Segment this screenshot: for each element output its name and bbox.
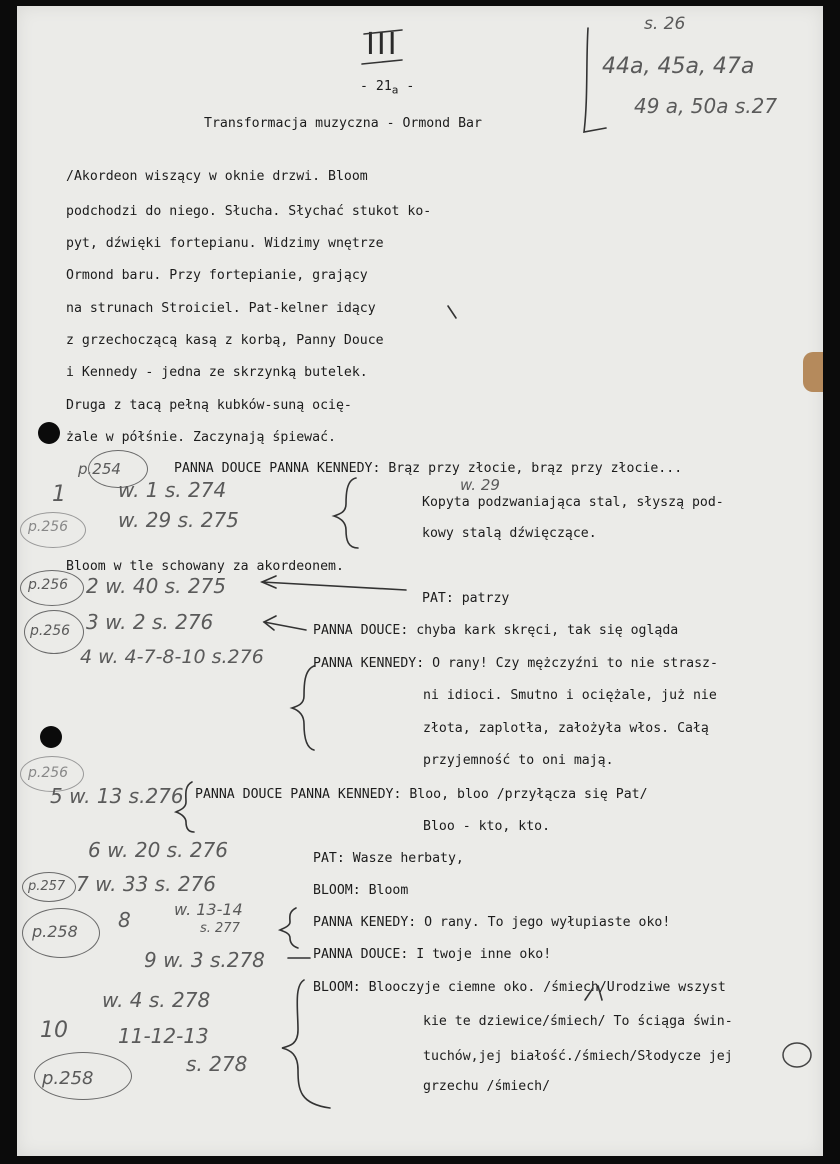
margin-note-page: p.256 xyxy=(28,765,69,781)
dialogue-line: ni idioci. Smutno i ociężale, już nie xyxy=(423,688,717,703)
margin-note-ref: 9 w. 3 s.278 xyxy=(144,948,265,972)
margin-note-page: p.256 xyxy=(28,519,69,535)
dialogue-line: Bloo - kto, kto. xyxy=(423,819,551,834)
margin-note-page: p.256 xyxy=(30,623,71,639)
roman-numeral: III xyxy=(366,27,399,62)
margin-note-ref: s. 277 xyxy=(200,921,240,936)
margin-note-number: 10 xyxy=(40,1018,68,1043)
dialogue-line: złota, zaplotła, założyła włos. Całą xyxy=(423,721,709,736)
margin-note-ref: 7 w. 33 s. 276 xyxy=(76,872,216,896)
top-note-line2: 44a, 45a, 47a xyxy=(602,54,755,79)
page-number-sub: a xyxy=(391,83,399,97)
dialogue-line: PANNA KENEDY: O rany. To jego wyłupiaste oko! xyxy=(313,915,671,930)
margin-note-page: p.257 xyxy=(28,879,66,894)
dialogue-line: BLOOM: Blooczyje ciemne oko. /śmiech/Urodziwe wszyst xyxy=(313,980,726,995)
intro-line: z grzechoczącą kasą z korbą, Panny Douce xyxy=(66,333,384,348)
margin-note-page: p.258 xyxy=(32,922,78,941)
top-note-line1: s. 26 xyxy=(644,14,686,34)
margin-note-ref: w. 4 s. 278 xyxy=(102,988,211,1012)
page-number-dash: - xyxy=(406,79,415,94)
dialogue-line: PANNA DOUCE: I twoje inne oko! xyxy=(313,947,552,962)
dialogue-line: PANNA DOUCE: chyba kark skręci, tak się ogląda xyxy=(313,623,679,638)
dialogue-line: tuchów,jej białość./śmiech/Słodycze jej xyxy=(423,1049,733,1064)
margin-note-ref: 11-12-13 xyxy=(118,1024,209,1048)
dialogue-note: w. 29 xyxy=(460,476,500,494)
dialogue-line: grzechu /śmiech/ xyxy=(423,1079,551,1094)
top-note-line3: 49 a, 50a s.27 xyxy=(634,94,778,118)
margin-note-ref: 4 w. 4-7-8-10 s.276 xyxy=(80,646,264,668)
dialogue-line: PANNA KENNEDY: O rany! Czy mężczyźni to nie strasz- xyxy=(313,656,718,671)
margin-note-ref: 3 w. 2 s. 276 xyxy=(86,610,214,634)
margin-note-page: p.258 xyxy=(42,1068,94,1089)
dialogue-line: PAT: Wasze herbaty, xyxy=(313,851,464,866)
intro-line: /Akordeon wiszący w oknie drzwi. Bloom xyxy=(66,169,368,184)
intro-line: podchodzi do niego. Słucha. Słychać stukot ko- xyxy=(66,204,432,219)
margin-note-ref: s. 278 xyxy=(186,1052,248,1076)
margin-note-ref: w. 13-14 xyxy=(174,900,243,919)
stage-direction: Bloom w tle schowany za akordeonem. xyxy=(66,559,344,574)
intro-line: Ormond baru. Przy fortepianie, grający xyxy=(66,268,368,283)
dialogue-line: kowy stalą dźwięczące. xyxy=(422,526,597,541)
intro-line: żale w półśnie. Zaczynają śpiewać. xyxy=(66,430,336,445)
intro-line: pyt, dźwięki fortepianu. Widzimy wnętrze xyxy=(66,236,384,251)
page-number-main: - 21 xyxy=(360,79,392,94)
margin-note-ref: 2 w. 40 s. 275 xyxy=(86,574,226,598)
margin-note-ref: 6 w. 20 s. 276 xyxy=(88,838,228,862)
intro-line: na strunach Stroiciel. Pat-kelner idący xyxy=(66,301,376,316)
dialogue-line: przyjemność to oni mają. xyxy=(423,753,614,768)
margin-note-number: 1 xyxy=(52,482,66,507)
intro-line: Druga z tacą pełną kubków-suną ocię- xyxy=(66,398,352,413)
dialogue-line: kie te dziewice/śmiech/ To ściąga świn- xyxy=(423,1014,733,1029)
margin-note-ref: 5 w. 13 s.276 xyxy=(50,784,184,808)
margin-note-page: p.254 xyxy=(78,460,121,478)
document-title: Transformacja muzyczna - Ormond Bar xyxy=(204,116,482,131)
dialogue-line: PANNA DOUCE PANNA KENNEDY: Bloo, bloo /przyłącza się Pat/ xyxy=(195,787,648,802)
margin-note-number: 8 xyxy=(118,908,131,932)
margin-note-page: p.256 xyxy=(28,577,69,593)
dialogue-line: BLOOM: Bloom xyxy=(313,883,409,898)
dialogue-line: PANNA DOUCE PANNA KENNEDY: Brąz przy złocie, brąz przy złocie... xyxy=(174,461,683,476)
dialogue-line: PAT: patrzy xyxy=(422,591,510,606)
margin-note-ref: w. 1 s. 274 xyxy=(118,478,227,502)
dialogue-line: Kopyta podzwaniająca stal, słyszą pod- xyxy=(422,495,724,510)
margin-note-ref: w. 29 s. 275 xyxy=(118,508,239,532)
intro-line: i Kennedy - jedna ze skrzynką butelek. xyxy=(66,365,368,380)
